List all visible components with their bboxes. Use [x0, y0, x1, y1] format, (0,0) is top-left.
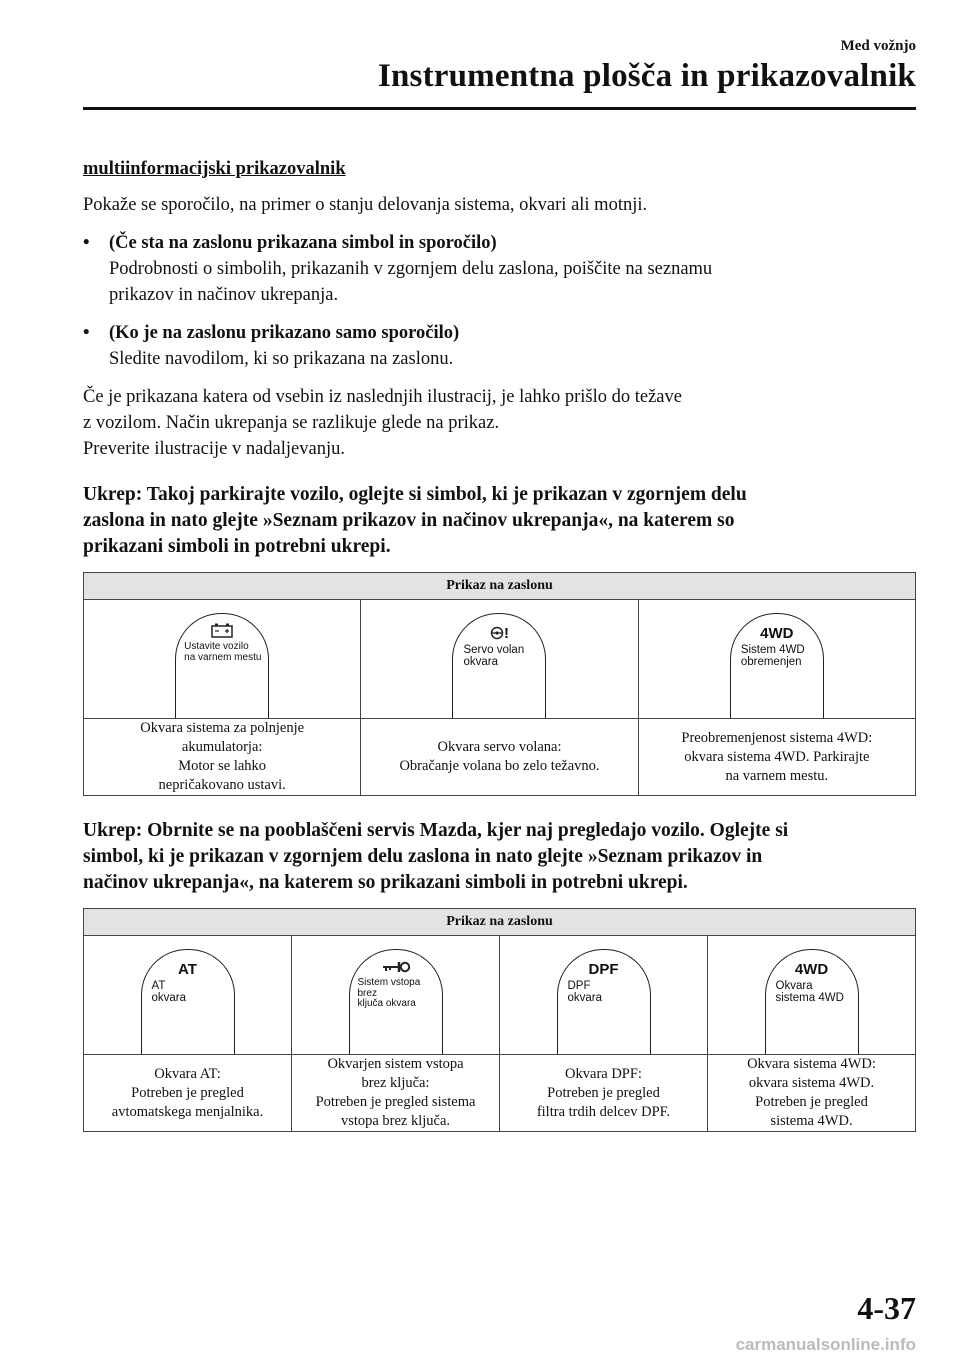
- screen-message-line: DPF: [567, 980, 591, 992]
- display-illustration: [361, 600, 638, 719]
- bullet-title: (Ko je na zaslonu prikazano samo sporočilo): [109, 323, 460, 343]
- description-line: okvara sistema 4WD. Parkirajte: [684, 748, 870, 765]
- screen-message-line: okvara: [151, 992, 187, 1004]
- description-line: avtomatskega menjalnika.: [111, 1103, 264, 1120]
- bullet-item: [83, 230, 916, 308]
- display-description: [84, 1055, 292, 1132]
- display-screen: [349, 949, 443, 1054]
- section-heading: multiinformacijski prikazovalnik: [83, 159, 346, 179]
- description-line: Okvara DPF:: [565, 1065, 642, 1082]
- screen-message-line: ključa okvara: [357, 998, 416, 1009]
- display-description: [500, 1055, 708, 1132]
- screen-message-line: sistema 4WD: [775, 992, 844, 1004]
- action-line: prikazani simboli in potrebni ukrepi.: [83, 536, 391, 557]
- display-table-immediate: [83, 572, 916, 796]
- screen-message-line: Sistem 4WD: [740, 644, 805, 656]
- screen-message: [741, 644, 805, 668]
- description-line: Potreben je pregled: [755, 1094, 868, 1110]
- header-divider: [83, 107, 916, 110]
- display-description: [708, 1055, 916, 1132]
- description-line: Obračanje volana bo zelo težavno.: [399, 758, 600, 774]
- action-heading-service: [83, 818, 916, 896]
- icon-symbol: !: [503, 625, 509, 642]
- paragraph-line: Če je prikazana katera od vsebin iz naslednjih ilustracij, je lahko prišlo do težave: [83, 387, 682, 407]
- display-illustration: [84, 936, 292, 1055]
- description-line: filtra trdih delcev DPF.: [536, 1103, 671, 1120]
- display-screen: [141, 949, 235, 1054]
- display-illustration: [292, 936, 500, 1055]
- bullet-line: Podrobnosti o simbolih, prikazanih v zgornjem delu zaslona, poiščite na seznamu: [109, 259, 713, 279]
- description-line: Potreben je pregled sistema: [315, 1094, 476, 1110]
- display-description: [292, 1055, 500, 1132]
- dpf-icon: DPF: [588, 961, 619, 978]
- action-line: Ukrep: Obrnite se na pooblaščeni servis Mazda, kjer naj pregledajo vozilo. Oglejte si: [83, 820, 789, 841]
- screen-message-line: Sistem vstopa brez: [357, 977, 421, 999]
- screen-message-line: Ustavite vozilo: [184, 641, 249, 652]
- screen-message-line: Servo volan: [463, 644, 525, 656]
- screen-message-line: na varnem mestu: [184, 651, 262, 663]
- description-line: Okvara servo volana:: [437, 739, 562, 755]
- description-line: Okvara sistema za polnjenje: [140, 720, 305, 736]
- bullet-line: prikazov in načinov ukrepanja.: [109, 285, 339, 305]
- page-content: [83, 150, 916, 1154]
- paragraph-line: z vozilom. Način ukrepanja se razlikuje glede na prikaz.: [83, 413, 500, 433]
- screen-message-line: AT: [151, 980, 166, 992]
- screen-message-line: okvara: [463, 656, 499, 668]
- bullet-dot: •: [83, 233, 90, 253]
- action-line: zaslona in nato glejte »Seznam prikazov in načinov ukrepanja«, na katerem so: [83, 510, 735, 531]
- description-line: nepričakovano ustavi.: [158, 777, 286, 793]
- display-table-service: [83, 908, 916, 1132]
- action-heading-immediate: [83, 482, 916, 560]
- action-line: Ukrep: Takoj parkirajte vozilo, oglejte si simbol, ki je prikazan v zgornjem delu: [83, 484, 747, 505]
- display-screen: [765, 949, 859, 1054]
- screen-message: [568, 980, 603, 1004]
- display-illustration: [84, 600, 361, 719]
- display-screen: [452, 613, 546, 718]
- header-section: Med vožnjo: [840, 38, 916, 54]
- description-line: vstopa brez ključa.: [340, 1113, 451, 1129]
- action-line: načinov ukrepanja«, na katerem so prikazani simboli in potrebni ukrepi.: [83, 872, 688, 893]
- table-header: Prikaz na zaslonu: [84, 909, 916, 936]
- description-line: Okvara AT:: [154, 1065, 221, 1082]
- description-line: Okvarjen sistem vstopa: [327, 1056, 464, 1072]
- description-line: Preobremenjenost sistema 4WD:: [681, 729, 873, 746]
- at-icon: AT: [178, 961, 197, 978]
- display-screen: [175, 613, 269, 718]
- bullet-line: Sledite navodilom, ki so prikazana na zaslonu.: [109, 349, 454, 369]
- description-line: okvara sistema 4WD.: [748, 1075, 875, 1091]
- screen-message-line: okvara: [567, 992, 603, 1004]
- table-header: Prikaz na zaslonu: [84, 573, 916, 600]
- screen-message: [463, 644, 524, 668]
- description-line: na varnem mestu.: [725, 767, 829, 784]
- description-line: sistema 4WD.: [770, 1113, 853, 1129]
- screen-message-line: obremenjen: [740, 656, 802, 668]
- display-screen: [557, 949, 651, 1054]
- screen-message: [776, 980, 844, 1004]
- 4wd-icon: 4WD: [794, 961, 829, 978]
- screen-message: [358, 978, 442, 1010]
- screen-message-line: Okvara: [775, 980, 813, 992]
- description-line: Potreben je pregled: [131, 1084, 244, 1101]
- info-paragraph: [83, 384, 916, 462]
- page-number: 4-37: [857, 1290, 916, 1326]
- screen-message: [184, 642, 261, 663]
- display-description: [84, 719, 361, 796]
- description-line: Potreben je pregled: [547, 1084, 660, 1101]
- description-line: brez ključa:: [361, 1075, 430, 1091]
- action-line: simbol, ki je prikazan v zgornjem delu zaslona in nato glejte »Seznam prikazov in: [83, 846, 763, 867]
- display-illustration: [500, 936, 708, 1055]
- bullet-dot: •: [83, 323, 90, 343]
- description-line: Motor se lahko: [178, 758, 267, 774]
- description-line: akumulatorja:: [181, 739, 263, 755]
- display-screen: [730, 613, 824, 718]
- bullet-title: (Če sta na zaslonu prikazana simbol in sporočilo): [109, 233, 497, 253]
- description-line: Okvara sistema 4WD:: [747, 1056, 876, 1072]
- 4wd-icon: 4WD: [760, 625, 794, 642]
- screen-message: [152, 980, 187, 1004]
- paragraph-line: Preverite ilustracije v nadaljevanju.: [83, 439, 345, 459]
- display-description: [361, 719, 638, 796]
- intro-text: Pokaže se sporočilo, na primer o stanju delovanja sistema, okvari ali motnji.: [83, 195, 648, 215]
- display-illustration: [638, 600, 915, 719]
- display-description: [638, 719, 915, 796]
- page-title: Instrumentna plošča in prikazovalnik: [377, 58, 916, 94]
- display-illustration: [708, 936, 916, 1055]
- watermark: carmanualsonline.info: [735, 1335, 916, 1354]
- bullet-item: [83, 320, 916, 372]
